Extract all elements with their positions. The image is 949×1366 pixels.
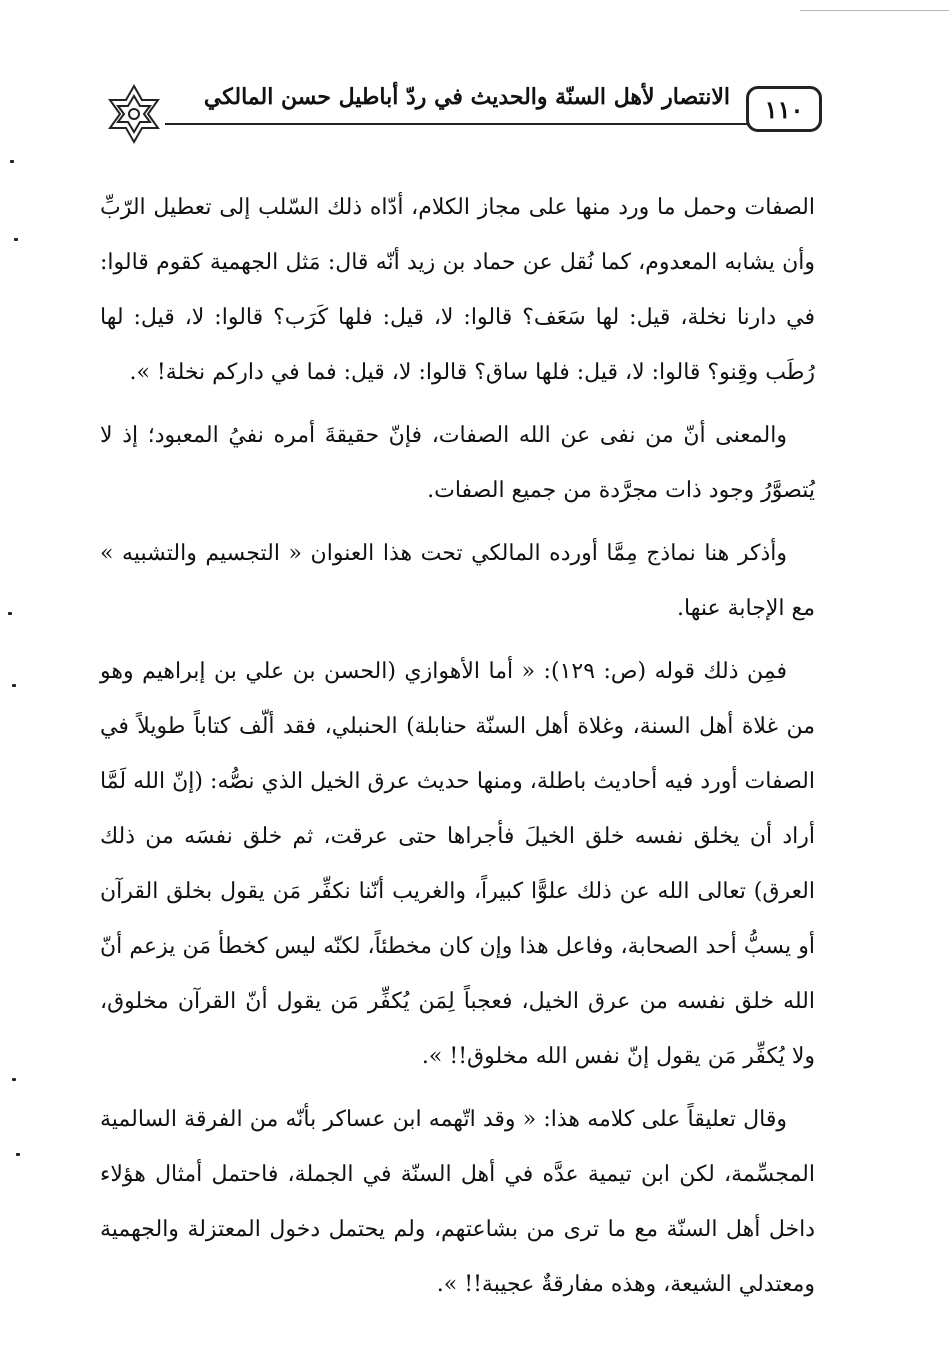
paragraph-4: فمِن ذلك قوله (ص: ١٢٩): « أما الأهوازي (الحسن بن علي بن إبراهيم وهو من غلاة أهل السنة، وغلاة أهل السنّة حنابلة) الحنبلي، فقد ألّف كتاباً طويلاً في الصفات أورد فيه أحاديث باطلة، ومنها حديث عرق الخيل الذي نصُّه: (إنّ الله لَمَّا أراد أن يخلق نفسه خلق الخيلَ فأجراها حتى عرقت، ثم خلق نفسَه من ذلك العرق) تعالى الله عن ذلك علوًّا كبيراً، والغريب أنّنا نكفِّر مَن يقول بخلق القرآن أو يسبُّ أحد الصحابة، وفاعل هذا وإن كان مخطئاً، لكنّه ليس كخطأ مَن يزعم أنّ الله خلق نفسه من عرق الخيل، فعجباً لِمَن يُكفِّر مَن يقول أنّ القرآن مخلوق، ولا يُكفِّر مَن يقول إنّ نفس الله مخلوق!! ». — [100, 659, 815, 1069]
header-underline — [165, 123, 760, 125]
top-edge-rule — [800, 10, 949, 11]
paragraph-1: الصفات وحمل ما ورد منها على مجاز الكلام، أدّاه ذلك السّلب إلى تعطيل الرّبِّ وأن يشابه المعدوم، كما نُقل عن حماد بن زيد أنّه قال: مَثل الجهمية كقوم قالوا: في دارنا نخلة، قيل: لها سَعَف؟ قالوا: لا، قيل: فلها كَرَب؟ قالوا: لا، قيل: لها رُطَب وقِنو؟ قالوا: لا، قيل: فلها ساق؟ قالوا: لا، قيل: فما في داركم نخلة! ». — [100, 195, 815, 385]
page-number-box: ١١٠ — [746, 86, 822, 132]
running-title: الانتصار لأهل السنّة والحديث في ردّ أباطيل حسن المالكي — [203, 84, 730, 110]
scan-speck — [14, 238, 18, 241]
paragraph-5: وقال تعليقاً على كلامه هذا: « وقد اتّهمه ابن عساكر بأنّه من الفرقة السالمية المجسِّمة، لكن ابن تيمية عدَّه في أهل السنّة في الجملة، فاحتمل أمثال هؤلاء داخل أهل السنّة مع ما ترى من بشاعتهم، ولم يحتمل دخول المعتزلة والجهمية ومعتدلي الشيعة، وهذه مفارقةٌ عجيبة!! ». — [100, 1107, 815, 1297]
paragraph-2: والمعنى أنّ من نفى عن الله الصفات، فإنّ حقيقةَ أمره نفيُ المعبود؛ إذ لا يُتصوَّرُ وجود ذات مجرَّدة من جميع الصفات. — [100, 423, 815, 503]
paragraph-3: وأذكر هنا نماذج مِمَّا أورده المالكي تحت هذا العنوان « التجسيم والتشبيه » مع الإجابة عنها. — [100, 541, 815, 621]
scan-speck — [16, 1153, 20, 1156]
scan-speck — [8, 612, 12, 615]
running-header — [100, 76, 840, 156]
main-text — [100, 180, 815, 1320]
scan-speck — [12, 1078, 16, 1081]
scan-speck — [12, 684, 16, 687]
scan-speck — [10, 160, 14, 163]
